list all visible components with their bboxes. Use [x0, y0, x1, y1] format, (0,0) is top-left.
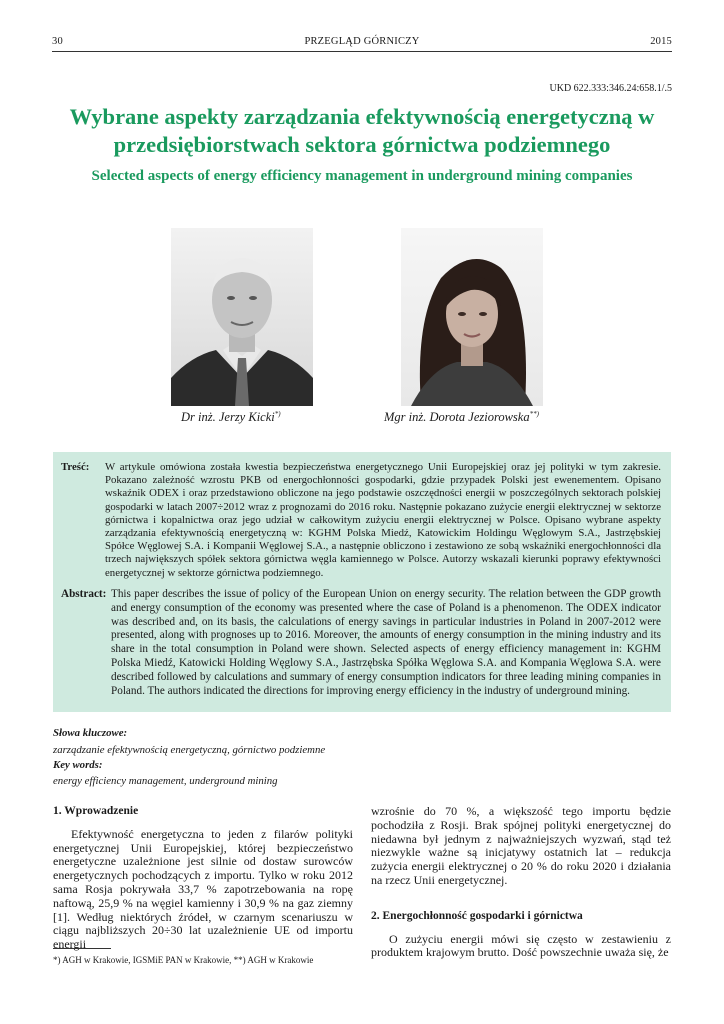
- author-mark-2: **): [529, 410, 539, 418]
- abstract-english: [61, 588, 661, 698]
- title-polish: Wybrane aspekty zarządzania efektywnością energetyczną w przedsiębiorstwach sektora górnictwa podziemnego: [69, 104, 655, 157]
- author-caption-2: [384, 410, 539, 425]
- column-left: [53, 805, 353, 952]
- author-name-2: Mgr inż. Dorota Jeziorowska: [384, 410, 530, 425]
- abstract-box: [53, 452, 671, 712]
- keywords-pl: zarządzanie efektywnością energetyczną, górnictwo podziemne: [53, 744, 326, 756]
- abstract-polish: [61, 461, 661, 580]
- section-2-heading: 2. Energochłonność gospodarki i górnictwa: [371, 909, 583, 922]
- author-photo-jeziorowska: [401, 228, 543, 406]
- year: 2015: [650, 36, 672, 47]
- abstract-polish-label: Treść:: [61, 461, 90, 473]
- column-right: [371, 805, 671, 960]
- section-1-continued: wzrośnie do 70 %, a większość tego importu będzie pochodziła z Rosji. Brak spójnej polityki energetycznej do niedawna był jednym z najważniejszych wyzwań, stąd też niezwykle ważne są inicjatywy ostatnich lat – redukcja zużycia energii elektrycznej o 20 % do roku 2020 i działania na rzecz Unii energetycznej.: [371, 804, 671, 887]
- section-2-text: O zużyciu energii mówi się często w zestawieniu z produktem krajowym brutto. Dość powszechnie uważa się, że: [371, 931, 671, 960]
- page-number: 30: [52, 36, 63, 47]
- author-photo-kicki: [171, 228, 313, 406]
- section-1-text: Efektywność energetyczna to jeden z filarów polityki energetycznej Unii Europejskiej, której bezpieczeństwo energetyczne uzależnione jest silnie od dostaw surowców energetycznych pochodzących z importu. Tylko w roku 2012 sama Rosja pokrywała 33,7 % zapotrzebowania na ropę naftową, 25,9 % na węgiel kamienny i 30,9 % na gaz ziemny [1]. Według niektórych źródeł, w czarnym scenariuszu w ciągu najbliższych 20÷30 lat uzależnienie UE od importu energii: [53, 826, 353, 952]
- author-caption-1: [181, 410, 281, 425]
- keywords-pl-label: Słowa kluczowe:: [53, 727, 128, 739]
- keywords-en-label: Key words:: [53, 759, 103, 771]
- section-1-heading: 1. Wprowadzenie: [53, 805, 139, 817]
- author-name-1: Dr inż. Jerzy Kicki: [181, 410, 275, 425]
- journal-name: PRZEGLĄD GÓRNICZY: [304, 36, 420, 47]
- footnote-rule: [53, 948, 111, 949]
- abstract-english-text: This paper describes the issue of policy of the European Union on energy security. The relation between the GDP growth and energy consumption of the economy was presented where the case of Poland is a phenomenon. The ODEX indicator was described and, on its basis, the calculations of energy savings in particular industries in Poland in 2007-2012 were presented, along with prognoses up to 2016. Moreover, the amounts of energy consumption in the mining industry and its share in the total consumption in Poland were shown. Selected aspects of energy efficiency management in: KGHM Polska Miedź, Katowicki Holding Węglowy S.A., Jastrzębska Spółka Węglowa S.A. and Kompania Węglowa S.A. were described followed by calculations and summary of energy consumption indicators for three leading mining companies in Poland. The authors indicated the directions for improving energy efficiency in the industry of underground mining.: [111, 588, 661, 697]
- ukd-code: UKD 622.333:346.24:658.1/.5: [549, 83, 672, 94]
- footnote: *) AGH w Krakowie, IGSMiE PAN w Krakowie, **) AGH w Krakowie: [53, 955, 314, 965]
- abstract-english-label: Abstract:: [61, 588, 107, 600]
- author-mark-1: *): [274, 410, 281, 418]
- title-english: Selected aspects of energy efficiency management in underground mining companies: [91, 168, 633, 184]
- abstract-polish-text: W artykule omówiona została kwestia bezpieczeństwa energetycznego Unii Europejskiej oraz jej polityki w tym zakresie. Pokazano zależność wzrostu PKB od energochłonności gospodarki, gdzie przypadek Polski jest ewenementem. Opisano wskaźnik ODEX i oraz przedstawiono obliczone na jego podstawie oszczędności energii w poszczególnych sektorach polskiej gospodarki w latach 2007÷2012 wraz z prognozami do 2016 roku. Następnie pokazano zużycie energii elektrycznej w sektorze górnictwa i kopalnictwa oraz jego udział w całkowitym zużyciu energii elektrycznej w Polsce. Opisano wybrane aspekty zarządzania efektywnością energetyczną w: KGHM Polska Miedź, Katowickim Holdingu Węglowym S.A., Jastrzębskiej Spółce Węglowej S.A. i Kompanii Węglowej S.A., a następnie obliczono i zestawiono ze sobą wskaźniki energochłonności dla trzech największych spółek sektora górnictwa węgla kamiennego w Polsce. Autorzy wskazali kierunki poprawy efektywności energetycznej w sektorze górnictwa podziemnego.: [105, 461, 661, 579]
- keywords-en: energy efficiency management, underground mining: [53, 775, 278, 787]
- header-rule: [52, 51, 672, 52]
